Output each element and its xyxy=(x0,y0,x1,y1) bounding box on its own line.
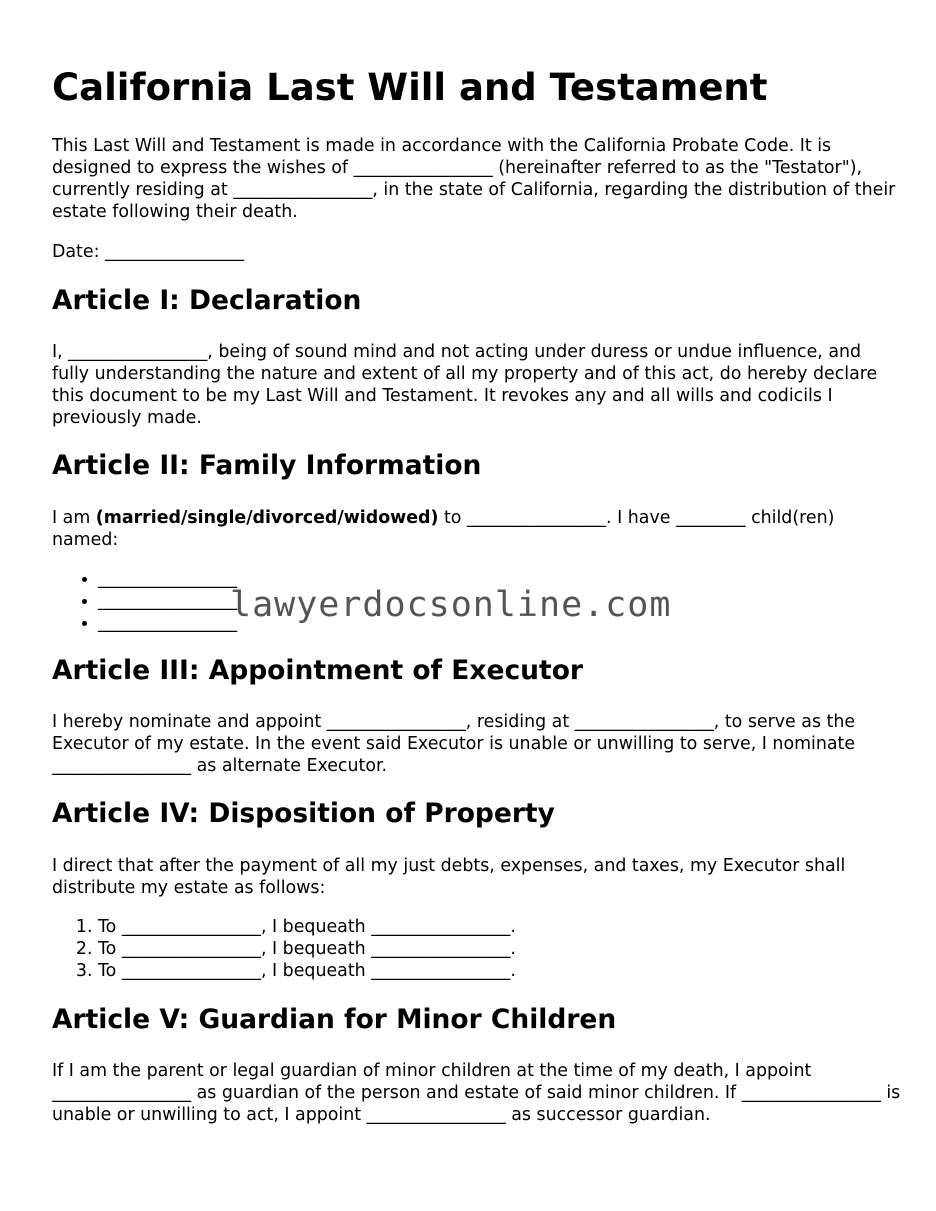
list-item: • ________________ xyxy=(98,612,237,634)
article-4-heading: Article IV: Disposition of Property xyxy=(52,798,555,829)
article-1-heading: Article I: Declaration xyxy=(52,285,362,316)
article-2-text xyxy=(52,507,902,551)
article-5-heading: Article V: Guardian for Minor Children xyxy=(52,1004,617,1035)
marital-status-options: (married/single/divorced/widowed) xyxy=(95,508,439,528)
document-title: California Last Will and Testament xyxy=(52,66,768,109)
article-3-text: I hereby nominate and appoint ________________, residing at ________________, to serve as the Executor of my estate. In the event said Executor is unable or unwilling to serve, I nominate ________________ as alternate Executor. xyxy=(52,712,856,776)
article-3-heading: Article III: Appointment of Executor xyxy=(52,655,583,686)
list-item: • ________________ xyxy=(98,568,237,590)
list-item: 1. To ________________, I bequeath ________________. xyxy=(98,916,516,938)
list-item: • ________________ xyxy=(98,590,237,612)
list-item: 3. To ________________, I bequeath ________________. xyxy=(98,960,516,982)
intro-paragraph: This Last Will and Testament is made in accordance with the California Probate Code. It is designed to express the wishes of ________________ (hereinafter referred to as the "Testator"), currently residing at ________________, in the state of California, regarding the distribution of their estate following their death. xyxy=(52,136,896,222)
list-item: 2. To ________________, I bequeath ________________. xyxy=(98,938,516,960)
article-2-heading: Article II: Family Information xyxy=(52,450,482,481)
article-2-text-after: to ________________. I have ________ child(ren) named: xyxy=(52,508,835,550)
article-4-text: I direct that after the payment of all my just debts, expenses, and taxes, my Executor shall distribute my estate as follows: xyxy=(52,856,846,898)
children-list xyxy=(52,568,237,634)
watermark: lawyerdocsonline.com xyxy=(230,585,672,625)
article-1-text: I, ________________, being of sound mind and not acting under duress or undue influence, and fully understanding the nature and extent of all my property and of this act, do hereby declare this document to be my Last Will and Testament. It revokes any and all wills and codicils I previously made. xyxy=(52,342,878,428)
date-line: Date: ________________ xyxy=(52,242,245,262)
bequests-list xyxy=(52,916,516,982)
article-5-text: If I am the parent or legal guardian of minor children at the time of my death, I appoint ________________ as guardian of the person and estate of said minor children. If ________________ is unable or unwilling to act, I appoint ________________ as successor guardian. xyxy=(52,1061,901,1125)
article-2-text-before: I am xyxy=(52,508,96,528)
